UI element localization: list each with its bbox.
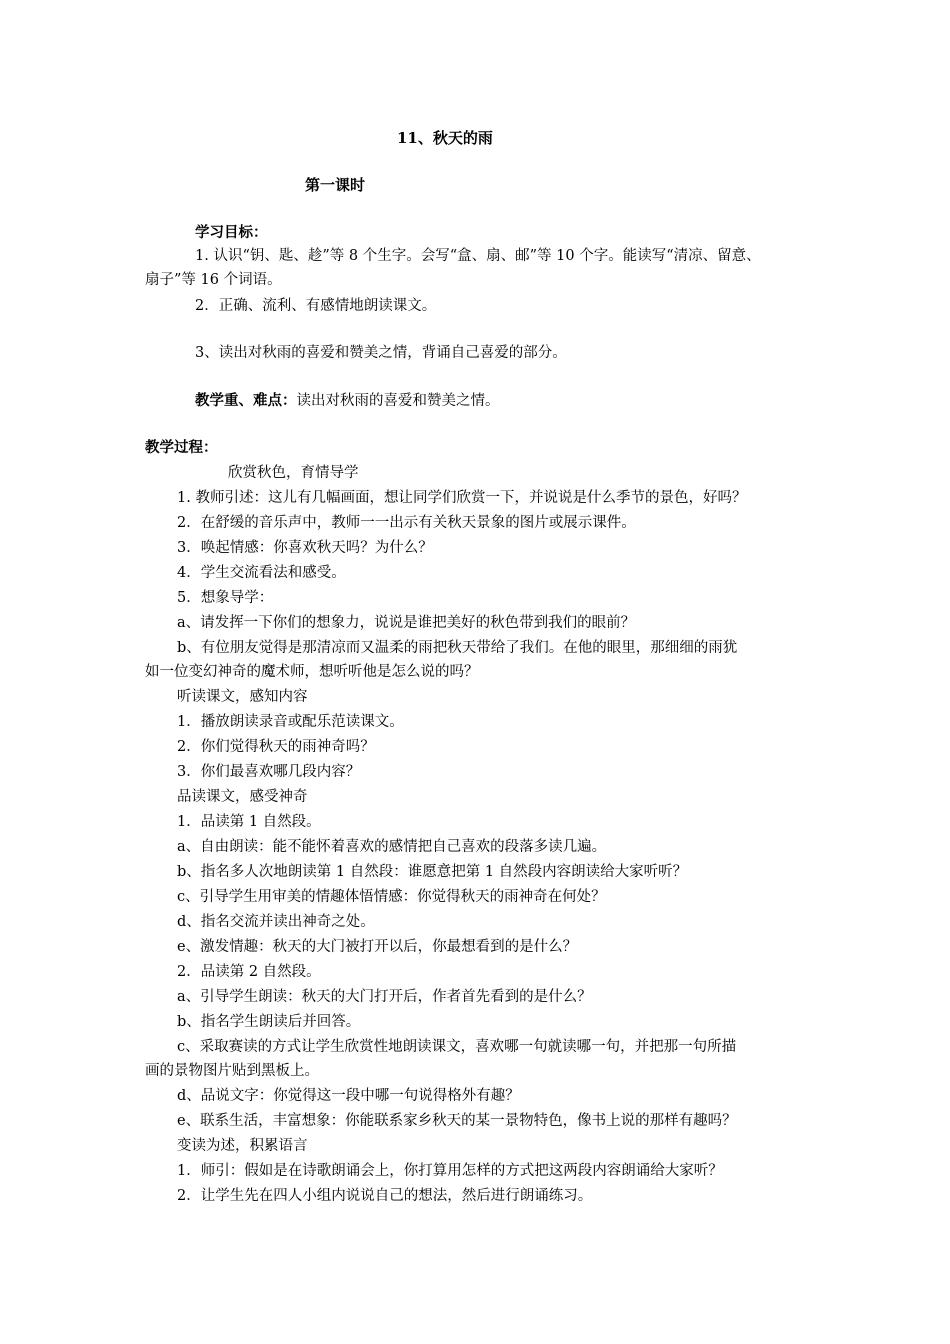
goal-1-line-1: 1. 认识“钥、匙、趁”等 8 个生字。会写“盒、扇、邮”等 10 个字。能读写“清凉、留意、 (195, 248, 761, 264)
process-line: 3．唤起情感：你喜欢秋天吗？为什么？ (177, 540, 433, 556)
goal-3: 3、读出对秋雨的喜爱和赞美之情，背诵自己喜爱的部分。 (195, 345, 567, 361)
goal-2: 2．正确、流利、有感情地朗读课文。 (195, 298, 437, 314)
process-line: 画的景物图片贴到黑板上。 (145, 1063, 319, 1079)
section-heading: 变读为述，积累语言 (177, 1138, 308, 1154)
process-line: 2．让学生先在四人小组内说说自己的想法，然后进行朗诵练习。 (177, 1188, 593, 1204)
process-line: a、请发挥一下你们的想象力，说说是谁把美好的秋色带到我们的眼前？ (177, 615, 636, 631)
process-line: d、品说文字：你觉得这一段中哪一句说得格外有趣？ (177, 1088, 520, 1104)
process-line: 4．学生交流看法和感受。 (177, 565, 346, 581)
process-line: e、激发情趣：秋天的大门被打开以后，你最想看到的是什么？ (177, 939, 578, 955)
process-line: 3．你们最喜欢哪几段内容？ (177, 764, 361, 780)
process-line: c、引导学生用审美的情趣体悟情感：你觉得秋天的雨神奇在何处？ (177, 889, 606, 905)
section-heading: 欣赏秋色，育情导学 (228, 465, 359, 481)
document-title: 11、秋天的雨 (397, 129, 493, 147)
process-line: 5．想象导学： (177, 590, 274, 606)
process-line: 1．师引：假如是在诗歌朗诵会上，你打算用怎样的方式把这两段内容朗诵给大家听？ (177, 1163, 723, 1179)
process-heading: 教学过程： (145, 439, 218, 456)
process-line: 如一位变幻神奇的魔术师，想听听他是怎么说的吗？ (145, 664, 479, 680)
process-line: a、引导学生朗读：秋天的大门打开后，作者首先看到的是什么？ (177, 989, 592, 1005)
goals-heading: 学习目标： (195, 224, 268, 241)
process-line: b、指名学生朗读后并回答。 (177, 1014, 361, 1030)
process-line: 2．在舒缓的音乐声中，教师一一出示有关秋天景象的图片或展示课件。 (177, 515, 636, 531)
process-line: 1．品读第 1 自然段。 (177, 814, 321, 830)
section-heading: 听读课文，感知内容 (177, 689, 308, 705)
process-line: 2．你们觉得秋天的雨神奇吗？ (177, 739, 375, 755)
process-line: b、有位朋友觉得是那清凉而又温柔的雨把秋天带给了我们。在他的眼里，那细细的雨犹 (177, 640, 738, 656)
process-line: d、指名交流并读出神奇之处。 (177, 914, 375, 930)
goal-1-line-2: 扇子”等 16 个词语。 (145, 272, 282, 288)
lesson-period: 第一课时 (305, 176, 366, 194)
key-points (195, 391, 500, 411)
process-line: c、采取赛读的方式让学生欣赏性地朗读课文，喜欢哪一句就读哪一句，并把那一句所描 (177, 1039, 737, 1055)
process-line: 1. 教师引述：这儿有几幅画面，想让同学们欣赏一下，并说说是什么季节的景色，好吗？ (177, 490, 747, 506)
section-heading: 品读课文，感受神奇 (177, 789, 308, 805)
process-line: 1．播放朗读录音或配乐范读课文。 (177, 714, 404, 730)
key-points-label: 教学重、难点： (195, 392, 297, 409)
process-line: b、指名多人次地朗读第 1 自然段：谁愿意把第 1 自然段内容朗读给大家听听？ (177, 864, 688, 880)
process-line: a、自由朗读：能不能怀着喜欢的感情把自己喜欢的段落多读几遍。 (177, 839, 607, 855)
process-line: e、联系生活，丰富想象：你能联系家乡秋天的某一景物特色，像书上说的那样有趣吗？ (177, 1113, 737, 1129)
key-points-text: 读出对秋雨的喜爱和赞美之情。 (296, 393, 500, 409)
process-line: 2．品读第 2 自然段。 (177, 964, 321, 980)
